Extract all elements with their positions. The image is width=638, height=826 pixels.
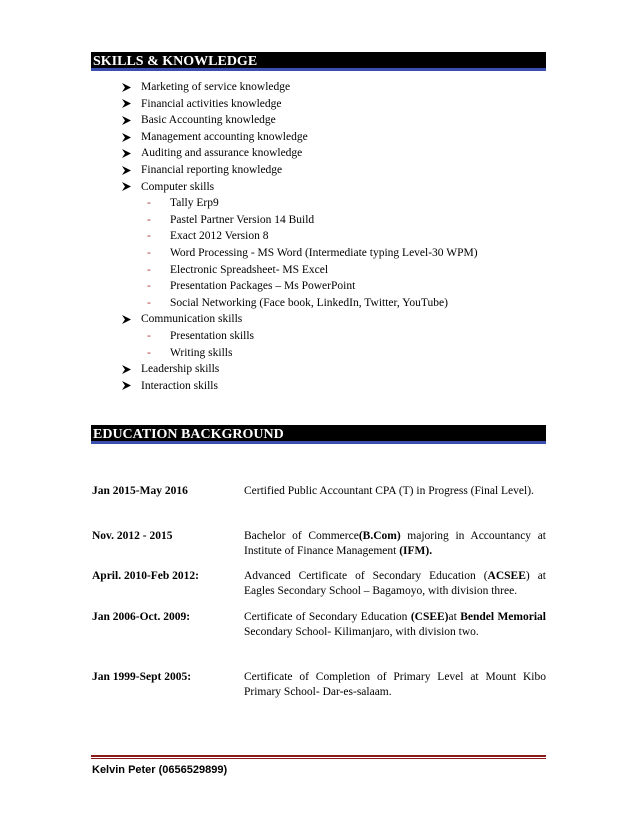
footer-contact: Kelvin Peter (0656529899) (92, 764, 228, 776)
education-date: Jan 1999-Sept 2005: (92, 671, 192, 683)
education-description: Bachelor of Commerce(B.Com) majoring in Accountancy at Institute of Finance Management (IFM). (244, 530, 546, 557)
skill-item-communication: Communication skills (121, 311, 551, 328)
skills-heading: SKILLS & KNOWLEDGE (91, 52, 546, 71)
education-description: Certificate of Completion of Primary Level at Mount Kibo Primary School- Dar-es-salaam. (244, 671, 546, 698)
arrow-bullet-icon (121, 314, 141, 325)
education-heading: EDUCATION BACKGROUND (91, 425, 546, 444)
footer-rule (91, 755, 546, 757)
education-entry (92, 610, 546, 640)
education-date: April. 2010-Feb 2012: (92, 570, 200, 582)
arrow-bullet-icon (121, 181, 141, 192)
education-entry (92, 529, 546, 559)
skill-item: Marketing of service knowledge (121, 79, 551, 96)
computer-skill-item: - Pastel Partner Version 14 Build (147, 213, 315, 226)
skill-item: Management accounting knowledge (121, 129, 551, 146)
education-description: Certificate of Secondary Education (CSEE)at Bendel Memorial Secondary School- Kilimanjaro, with division two. (244, 611, 546, 638)
skill-item: Financial activities knowledge (121, 96, 551, 113)
education-entry (92, 670, 546, 700)
computer-skill-item: - Exact 2012 Version 8 (147, 230, 269, 243)
computer-skill-item: - Electronic Spreadsheet- MS Excel (147, 263, 329, 276)
computer-skill-item: - Presentation Packages – Ms PowerPoint (147, 280, 356, 293)
computer-skill-item: - Social Networking (Face book, LinkedIn, Twitter, YouTube) (147, 296, 448, 309)
education-description: Certified Public Accountant CPA (T) in Progress (Final Level). (244, 485, 534, 497)
skill-item: Financial reporting knowledge (121, 162, 551, 179)
arrow-bullet-icon (121, 364, 141, 375)
arrow-bullet-icon (121, 165, 141, 176)
arrow-bullet-icon (121, 380, 141, 391)
skill-item: Computer skills (121, 179, 551, 196)
communication-skill-item: - Presentation skills (147, 329, 255, 342)
communication-skill-item: - Writing skills (147, 346, 233, 359)
arrow-bullet-icon (121, 148, 141, 159)
education-entry (92, 484, 546, 499)
skill-item-leadership: Leadership skills (121, 361, 551, 378)
education-date: Nov. 2012 - 2015 (92, 530, 173, 542)
skill-item-interaction: Interaction skills (121, 378, 551, 395)
skill-item: Auditing and assurance knowledge (121, 145, 551, 162)
education-date: Jan 2015-May 2016 (92, 485, 188, 497)
education-entry (92, 569, 546, 599)
computer-skill-item: - Word Processing - MS Word (Intermediate typing Level-30 WPM) (147, 246, 478, 259)
arrow-bullet-icon (121, 115, 141, 126)
skills-list (121, 79, 551, 394)
arrow-bullet-icon (121, 132, 141, 143)
education-description: Advanced Certificate of Secondary Education (ACSEE) at Eagles Secondary School – Bagamoyo, with division three. (244, 570, 546, 597)
arrow-bullet-icon (121, 98, 141, 109)
arrow-bullet-icon (121, 82, 141, 93)
computer-skill-item: - Tally Erp9 (147, 197, 219, 210)
education-date: Jan 2006-Oct. 2009: (92, 611, 191, 623)
skill-item: Basic Accounting knowledge (121, 112, 551, 129)
footer-rule-thin (91, 758, 546, 759)
